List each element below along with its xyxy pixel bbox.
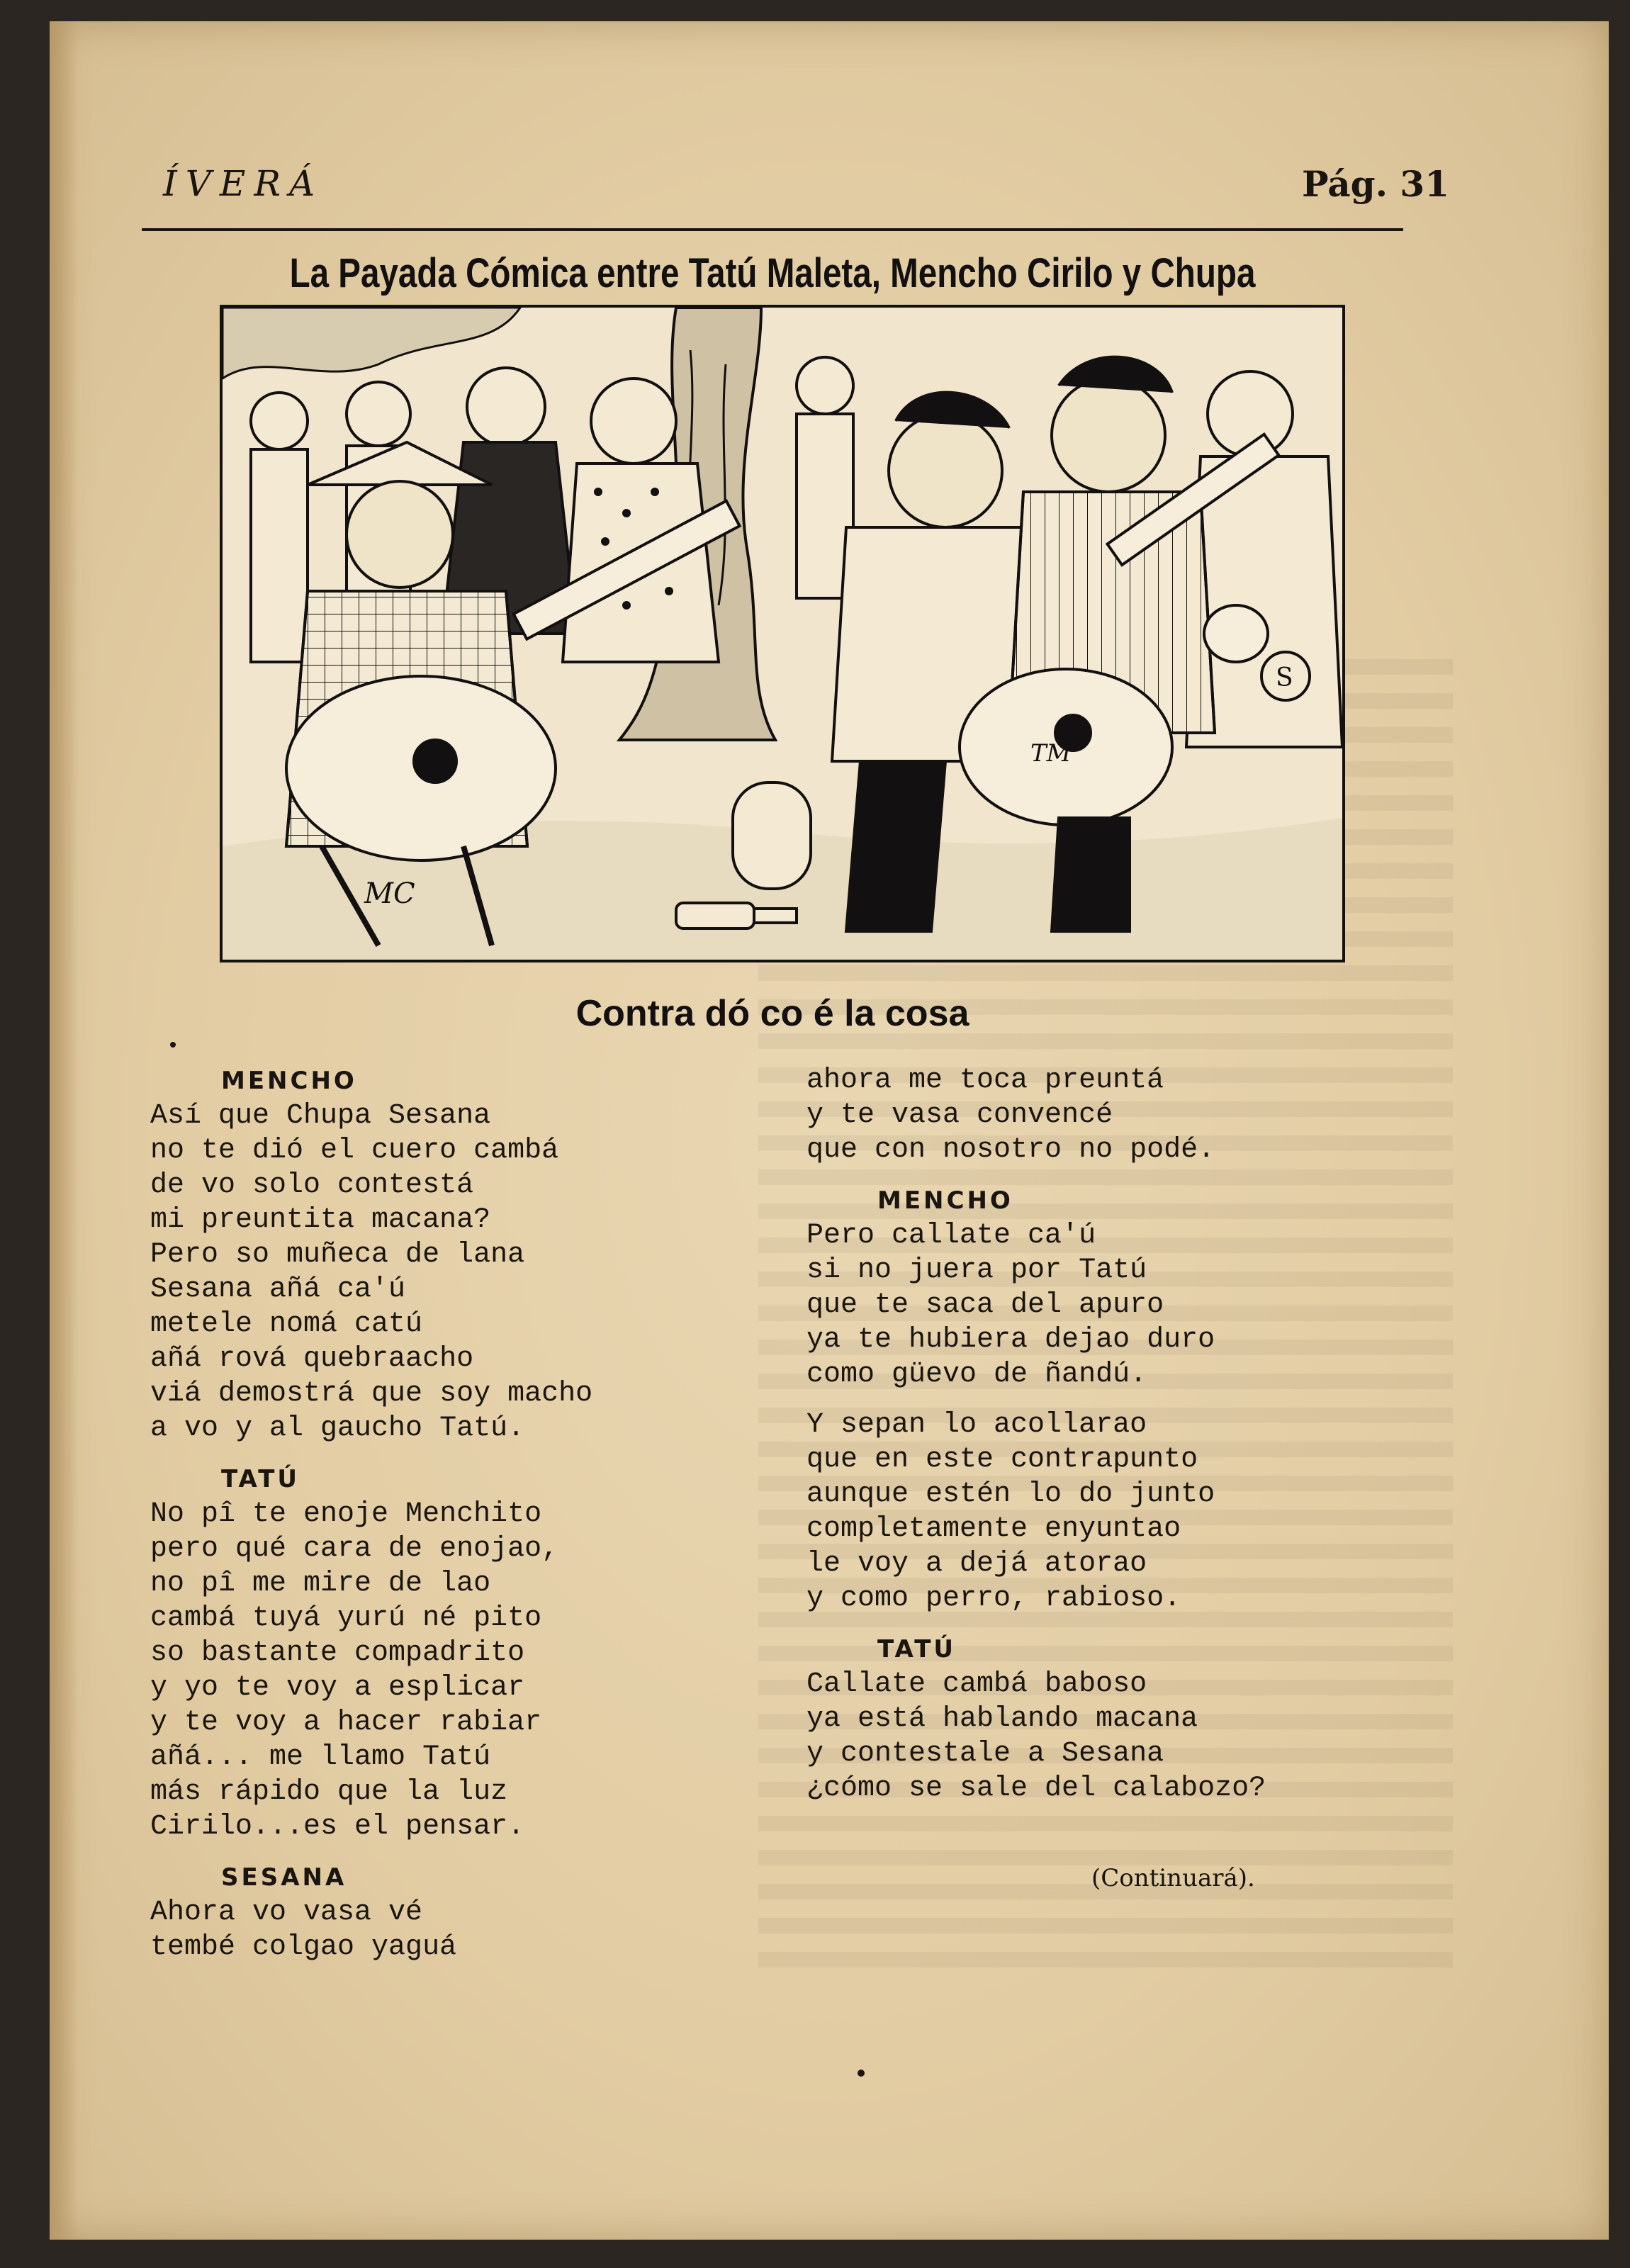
- verse-line: añá rová quebraacho: [150, 1343, 474, 1375]
- stanza: [806, 1408, 1388, 1616]
- magazine-name: ÍVERÁ: [163, 163, 324, 204]
- speaker-label: MENCHO: [877, 1186, 1013, 1215]
- verse-line: pero qué cara de enojao,: [150, 1533, 559, 1565]
- continuation-note: (Continuará).: [1091, 1864, 1255, 1892]
- poem-column-right: [806, 1063, 1388, 1821]
- page-spine-shadow: [50, 21, 78, 2240]
- verse-line: so bastante compadrito: [150, 1637, 525, 1669]
- article-title: La Payada Cómica entre Tatú Maleta, Mencho Cirilo y Chupa: [289, 250, 1256, 296]
- magazine-page: [50, 21, 1609, 2240]
- verse-line: que te saca del apuro: [806, 1289, 1164, 1321]
- guitar-initials-right: TM: [1030, 739, 1072, 768]
- verse-line: viá demostrá que soy macho: [150, 1378, 593, 1410]
- verse-line: tembé colgao yaguá: [150, 1931, 457, 1963]
- speaker-label: SESANA: [221, 1863, 347, 1892]
- verse-line: y te vasa convencé: [806, 1099, 1113, 1131]
- verse-line: mi preuntita macana?: [150, 1204, 491, 1236]
- verse-line: de vo solo contestá: [150, 1169, 474, 1201]
- stanza: [806, 1183, 1388, 1392]
- ink-speck: [858, 2070, 865, 2077]
- verse-line: Y sepan lo acollarao: [806, 1409, 1147, 1441]
- verse-line: ya está hablando macana: [806, 1703, 1198, 1735]
- stanza: [150, 1860, 731, 1965]
- verse-line: que en este contrapunto: [806, 1444, 1198, 1476]
- verse-line: completamente enyuntao: [806, 1513, 1181, 1545]
- verse-line: Cirilo...es el pensar.: [150, 1811, 525, 1843]
- verse-line: más rápido que la luz: [150, 1776, 508, 1808]
- verse-line: Pero callate ca'ú: [806, 1220, 1096, 1252]
- verse-line: no pî me mire de lao: [150, 1568, 491, 1600]
- verse-line: si no juera por Tatú: [806, 1254, 1147, 1286]
- verse-line: Pero so muñeca de lana: [150, 1239, 525, 1271]
- header-rule: [142, 228, 1403, 231]
- verse-line: como güevo de ñandú.: [806, 1359, 1147, 1391]
- stanza: [150, 1063, 731, 1446]
- verse-line: Callate cambá baboso: [806, 1668, 1147, 1700]
- verse-line: No pî te enoje Menchito: [150, 1498, 542, 1530]
- verse-line: metele nomá catú: [150, 1308, 423, 1340]
- speaker-label: TATÚ: [877, 1635, 957, 1663]
- verse-line: no te dió el cuero cambá: [150, 1135, 559, 1167]
- cartoon-drawing: [223, 308, 1342, 960]
- cartoon-illustration: [220, 305, 1345, 962]
- verse-line: que con nosotro no podé.: [806, 1134, 1215, 1166]
- speaker-label: TATÚ: [221, 1465, 300, 1493]
- guitar-initials-left: MC: [364, 877, 415, 910]
- verse-line: ahora me toca preuntá: [806, 1065, 1164, 1096]
- verse-line: ¿cómo se sale del calabozo?: [806, 1773, 1266, 1804]
- stanza: [806, 1632, 1388, 1806]
- verse-line: y te voy a hacer rabiar: [150, 1707, 542, 1739]
- section-title: Contra dó co é la cosa: [575, 993, 969, 1034]
- speaker-label: MENCHO: [221, 1067, 357, 1095]
- stanza: [806, 1063, 1388, 1167]
- badge-letter: S: [1276, 663, 1293, 692]
- verse-line: le voy a dejá atorao: [806, 1548, 1147, 1580]
- verse-line: aunque estén lo do junto: [806, 1478, 1215, 1510]
- verse-line: añá... me llamo Tatú: [150, 1741, 491, 1773]
- verse-line: Ahora vo vasa vé: [150, 1897, 423, 1929]
- page-number: Pág. 31: [1301, 163, 1449, 205]
- verse-line: y yo te voy a esplicar: [150, 1672, 525, 1704]
- verse-line: Así que Chupa Sesana: [150, 1100, 491, 1132]
- ink-speck: [170, 1042, 176, 1048]
- verse-line: ya te hubiera dejao duro: [806, 1324, 1215, 1356]
- verse-line: a vo y al gaucho Tatú.: [150, 1413, 525, 1444]
- verse-line: Sesana añá ca'ú: [150, 1274, 406, 1306]
- verse-line: y como perro, rabioso.: [806, 1583, 1181, 1615]
- stanza: [150, 1461, 731, 1844]
- verse-line: cambá tuyá yurú né pito: [150, 1602, 542, 1634]
- verse-line: y contestale a Sesana: [806, 1738, 1164, 1770]
- poem-column-left: [150, 1063, 731, 1980]
